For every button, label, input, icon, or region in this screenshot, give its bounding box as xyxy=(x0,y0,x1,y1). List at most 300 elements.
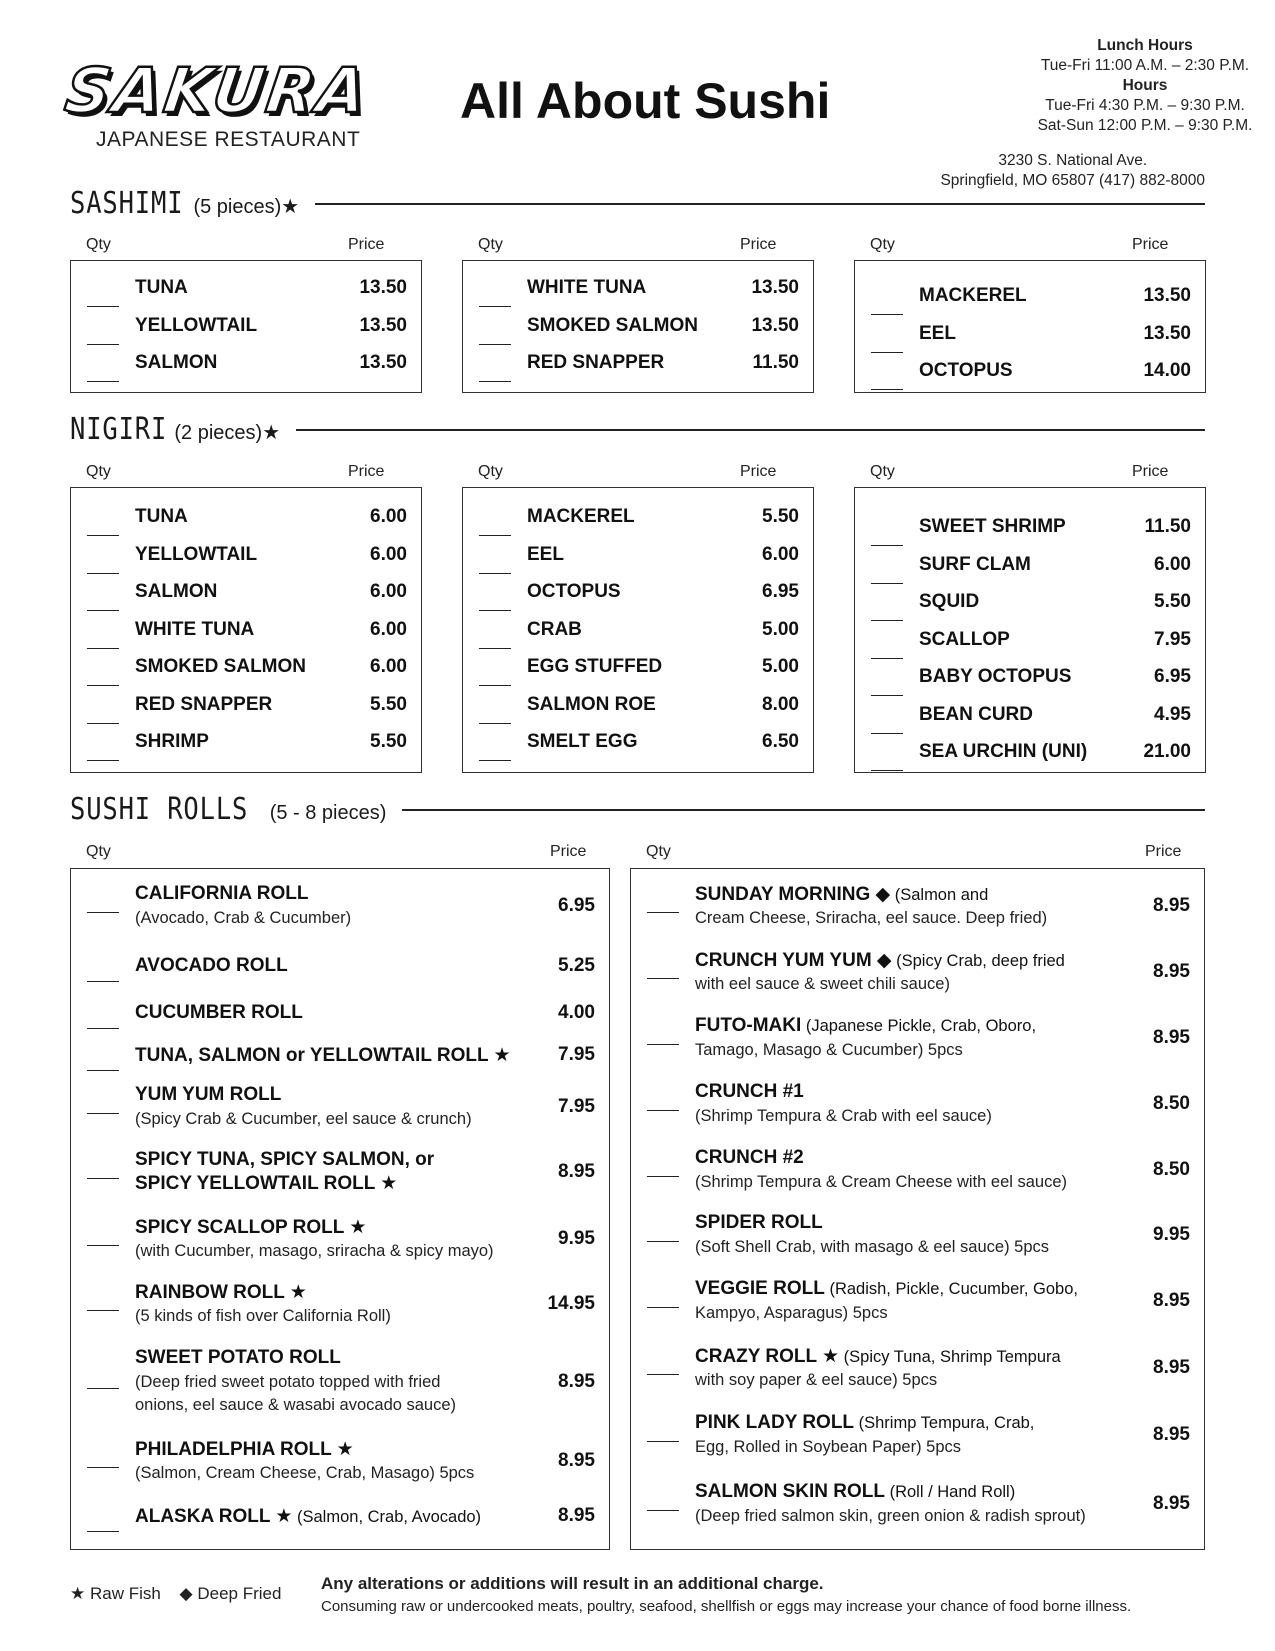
legend-deep-fried: ◆ Deep Fried xyxy=(179,1584,282,1603)
item-name: SALMON ROE xyxy=(527,693,656,715)
roll-item xyxy=(631,1212,1204,1258)
item-price: 6.95 xyxy=(1154,666,1191,687)
roll-price: 8.95 xyxy=(1153,1424,1190,1445)
item-name: OCTOPUS xyxy=(527,581,621,602)
roll-price: 9.95 xyxy=(1153,1224,1190,1245)
nigiri-item xyxy=(71,731,421,755)
roll-name xyxy=(695,1412,1034,1434)
sashimi-item xyxy=(463,277,813,301)
roll-title: FUTO-MAKI xyxy=(695,1015,802,1036)
roll-price: 8.95 xyxy=(558,1370,595,1392)
qty-blank[interactable] xyxy=(87,1070,119,1071)
item-price: 14.00 xyxy=(1143,360,1191,381)
qty-header: Qty xyxy=(478,236,503,253)
item-price: 6.00 xyxy=(370,656,407,677)
roll-description: Tamago, Masago & Cucumber) 5pcs xyxy=(695,1041,963,1059)
hours-weekend: Sat-Sun 12:00 P.M. – 9:30 P.M. xyxy=(1037,117,1253,134)
roll-price: 8.95 xyxy=(558,1161,595,1182)
qty-blank[interactable] xyxy=(647,912,679,913)
roll-title: SPICY TUNA, SPICY SALMON, or xyxy=(135,1149,435,1170)
roll-inline-desc: (Spicy Tuna, Shrimp Tempura xyxy=(839,1348,1061,1366)
qty-blank[interactable] xyxy=(87,1245,119,1246)
section-rolls xyxy=(70,792,1205,827)
roll-name xyxy=(135,1216,366,1239)
qty-blank[interactable] xyxy=(479,723,511,724)
roll-title: SPICY SCALLOP ROLL ★ xyxy=(135,1217,367,1238)
hours-label: Hours xyxy=(1122,77,1168,94)
roll-description: Cream Cheese, Sriracha, eel sauce. Deep fried) xyxy=(695,909,1048,927)
item-price: 6.00 xyxy=(370,506,407,527)
roll-item xyxy=(71,1347,609,1416)
item-name: SEA URCHIN (UNI) xyxy=(919,741,1088,762)
roll-item xyxy=(631,1147,1204,1193)
roll-price: 8.50 xyxy=(1153,1159,1190,1180)
qty-blank[interactable] xyxy=(479,760,511,761)
item-name: TUNA xyxy=(135,506,188,527)
item-price: 4.95 xyxy=(1154,703,1191,725)
item-name: EGG STUFFED xyxy=(527,656,663,677)
roll-title: CRUNCH YUM YUM ◆ xyxy=(695,950,892,971)
price-header: Price xyxy=(348,236,385,253)
item-price: 6.00 xyxy=(370,618,407,640)
roll-name xyxy=(695,1278,1078,1300)
sashimi-item xyxy=(71,277,421,301)
nigiri-item xyxy=(463,506,813,530)
qty-blank[interactable] xyxy=(479,573,511,574)
roll-title: CRUNCH #2 xyxy=(695,1147,804,1168)
roll-name xyxy=(135,1281,307,1304)
price-header: Price xyxy=(1132,236,1169,253)
sashimi-item xyxy=(71,352,421,376)
qty-blank[interactable] xyxy=(87,723,119,724)
qty-blank[interactable] xyxy=(871,314,903,315)
roll-description: (5 kinds of fish over California Roll) xyxy=(135,1307,391,1325)
item-name: SURF CLAM xyxy=(919,553,1031,575)
alterations-note: Any alterations or additions will result in an additional charge. xyxy=(321,1574,824,1593)
qty-header: Qty xyxy=(86,463,111,480)
sashimi-item xyxy=(855,360,1205,384)
roll-title: AVOCADO ROLL xyxy=(135,955,288,976)
qty-blank[interactable] xyxy=(87,1388,119,1389)
roll-description: with eel sauce & sweet chili sauce) xyxy=(695,975,950,993)
roll-price: 5.25 xyxy=(558,955,595,976)
nigiri-item xyxy=(463,544,813,568)
sashimi-box xyxy=(462,260,814,393)
roll-item xyxy=(631,1015,1204,1061)
nigiri-item xyxy=(855,554,1205,578)
roll-description: Kampyo, Asparagus) 5pcs xyxy=(695,1304,888,1322)
qty-blank[interactable] xyxy=(479,381,511,382)
price-header: Price xyxy=(348,463,385,480)
nigiri-box xyxy=(70,487,422,773)
roll-description: (with Cucumber, masago, sriracha & spicy mayo) xyxy=(135,1242,494,1260)
qty-blank[interactable] xyxy=(87,535,119,536)
roll-inline-desc: (Japanese Pickle, Crab, Oboro, xyxy=(801,1017,1037,1035)
item-name: BEAN CURD xyxy=(919,703,1033,725)
qty-blank[interactable] xyxy=(87,912,119,913)
item-price: 5.50 xyxy=(762,506,799,527)
nigiri-box xyxy=(462,487,814,773)
nigiri-item xyxy=(71,619,421,643)
item-name: SMELT EGG xyxy=(527,731,638,752)
nigiri-item xyxy=(855,591,1205,615)
nigiri-item xyxy=(855,516,1205,540)
roll-title: TUNA, SALMON or YELLOWTAIL ROLL ★ xyxy=(135,1045,511,1066)
roll-price: 8.95 xyxy=(1153,961,1190,982)
qty-blank[interactable] xyxy=(871,545,903,546)
roll-title: CALIFORNIA ROLL xyxy=(135,883,309,904)
nigiri-item xyxy=(855,629,1205,653)
roll-item xyxy=(71,1149,609,1195)
rolls-box-left xyxy=(70,868,610,1550)
item-name: BABY OCTOPUS xyxy=(919,666,1072,687)
qty-blank[interactable] xyxy=(479,535,511,536)
nigiri-subtitle: (2 pieces)★ xyxy=(174,422,281,444)
roll-title: SWEET POTATO ROLL xyxy=(135,1347,341,1368)
item-price: 7.95 xyxy=(1154,628,1191,650)
roll-item xyxy=(631,883,1204,929)
section-divider xyxy=(315,203,1205,205)
roll-title: SPIDER ROLL xyxy=(695,1212,823,1233)
roll-item xyxy=(631,1412,1204,1458)
nigiri-item xyxy=(71,581,421,605)
qty-blank[interactable] xyxy=(87,1113,119,1114)
qty-blank[interactable] xyxy=(479,648,511,649)
roll-description: (Shrimp Tempura & Cream Cheese with eel sauce) xyxy=(695,1173,1068,1191)
sashimi-box xyxy=(854,260,1206,393)
item-price: 5.50 xyxy=(1154,591,1191,612)
item-price: 13.50 xyxy=(751,314,799,336)
qty-blank[interactable] xyxy=(871,620,903,621)
roll-price: 8.95 xyxy=(1153,1493,1190,1514)
item-price: 6.50 xyxy=(762,731,799,752)
qty-blank[interactable] xyxy=(647,1176,679,1177)
roll-price: 8.95 xyxy=(558,1505,595,1526)
item-name: SQUID xyxy=(919,591,980,612)
roll-description: Egg, Rolled in Soybean Paper) 5pcs xyxy=(695,1438,961,1456)
qty-blank[interactable] xyxy=(479,306,511,307)
roll-name xyxy=(135,1149,434,1171)
roll-price: 8.95 xyxy=(1153,1357,1190,1378)
qty-blank[interactable] xyxy=(871,583,903,584)
roll-name xyxy=(135,883,308,905)
roll-title: SALMON SKIN ROLL xyxy=(695,1481,885,1502)
item-name: RED SNAPPER xyxy=(527,352,665,373)
qty-blank[interactable] xyxy=(87,344,119,345)
nigiri-title: NIGIRI xyxy=(70,412,168,447)
item-price: 13.50 xyxy=(359,352,407,373)
address-city-phone: Springfield, MO 65807 (417) 882-8000 xyxy=(940,172,1205,189)
address-block xyxy=(940,151,1205,191)
item-name: SCALLOP xyxy=(919,628,1010,650)
item-name: RED SNAPPER xyxy=(135,693,273,715)
nigiri-item xyxy=(463,619,813,643)
item-name: SALMON xyxy=(135,581,218,602)
roll-inline-desc: (Radish, Pickle, Cucumber, Gobo, xyxy=(824,1280,1078,1298)
qty-blank[interactable] xyxy=(87,573,119,574)
roll-item xyxy=(71,1438,609,1484)
section-divider xyxy=(402,809,1205,811)
roll-price: 7.95 xyxy=(558,1096,595,1117)
roll-item xyxy=(71,1505,609,1528)
roll-name xyxy=(695,1481,1015,1503)
roll-name xyxy=(695,1345,1061,1368)
qty-header: Qty xyxy=(478,463,503,480)
sashimi-box xyxy=(70,260,422,393)
roll-price: 14.95 xyxy=(547,1293,595,1314)
food-safety-note: Consuming raw or undercooked meats, poultry, seafood, shellfish or eggs may increase your chance of food borne illness. xyxy=(321,1598,1132,1615)
roll-title: CRAZY ROLL ★ xyxy=(695,1346,840,1367)
hours-block xyxy=(1038,36,1253,136)
item-name: EEL xyxy=(527,543,564,565)
qty-blank[interactable] xyxy=(647,1110,679,1111)
item-price: 6.95 xyxy=(762,581,799,602)
item-name: YELLOWTAIL xyxy=(135,543,258,565)
roll-inline-desc: (Salmon, Crab, Avocado) xyxy=(292,1508,482,1526)
qty-blank[interactable] xyxy=(87,381,119,382)
roll-description: (Avocado, Crab & Cucumber) xyxy=(135,909,352,927)
rolls-title: SUSHI ROLLS xyxy=(70,792,249,827)
nigiri-item xyxy=(463,656,813,680)
roll-description: (Deep fried sweet potato topped with fried xyxy=(135,1373,441,1391)
roll-inline-desc: (Salmon and xyxy=(890,886,989,904)
roll-title: CRUNCH #1 xyxy=(695,1081,804,1102)
qty-blank[interactable] xyxy=(647,1241,679,1242)
item-price: 5.00 xyxy=(762,618,799,640)
roll-item xyxy=(631,1481,1204,1527)
roll-price: 8.95 xyxy=(558,1450,595,1471)
nigiri-item xyxy=(855,741,1205,765)
item-name: TUNA xyxy=(135,277,188,298)
roll-name xyxy=(135,1002,303,1024)
nigiri-item xyxy=(71,544,421,568)
item-price: 13.50 xyxy=(1143,322,1191,344)
roll-item xyxy=(71,1002,609,1025)
item-name: SALMON xyxy=(135,352,218,373)
roll-inline-desc: (Shrimp Tempura, Crab, xyxy=(854,1414,1035,1432)
qty-blank[interactable] xyxy=(647,1510,679,1511)
qty-blank[interactable] xyxy=(479,344,511,345)
logo-subtitle: JAPANESE RESTAURANT xyxy=(96,128,361,151)
roll-item xyxy=(631,949,1204,995)
item-name: WHITE TUNA xyxy=(135,618,255,640)
qty-blank[interactable] xyxy=(647,1044,679,1045)
roll-description: (Shrimp Tempura & Crab with eel sauce) xyxy=(695,1107,992,1125)
roll-item xyxy=(71,1044,609,1067)
sashimi-item xyxy=(463,352,813,376)
nigiri-item xyxy=(463,731,813,755)
item-price: 11.50 xyxy=(1144,516,1191,537)
roll-name xyxy=(695,1212,823,1234)
roll-description: onions, eel sauce & wasabi avocado sauce) xyxy=(135,1396,457,1414)
page-title: All About Sushi xyxy=(460,73,831,129)
item-price: 13.50 xyxy=(1143,285,1191,306)
legend-raw-fish: ★ Raw Fish xyxy=(70,1584,161,1603)
section-divider xyxy=(296,429,1205,431)
item-name: SHRIMP xyxy=(135,731,209,752)
roll-inline-desc: (Roll / Hand Roll) xyxy=(885,1483,1016,1501)
roll-title: VEGGIE ROLL xyxy=(695,1278,825,1299)
roll-title: CUCUMBER ROLL xyxy=(135,1002,303,1023)
roll-item xyxy=(631,1278,1204,1324)
qty-blank[interactable] xyxy=(647,1441,679,1442)
qty-blank[interactable] xyxy=(87,1310,119,1311)
roll-name xyxy=(695,1081,804,1103)
qty-blank[interactable] xyxy=(87,1531,119,1532)
roll-title: SUNDAY MORNING ◆ xyxy=(695,884,891,905)
roll-item xyxy=(71,955,609,978)
qty-header: Qty xyxy=(86,236,111,253)
roll-title: ALASKA ROLL ★ xyxy=(135,1506,293,1527)
item-price: 13.50 xyxy=(359,277,407,298)
roll-title: RAINBOW ROLL ★ xyxy=(135,1282,307,1303)
roll-item xyxy=(631,1345,1204,1391)
rolls-box-right xyxy=(630,868,1205,1550)
qty-blank[interactable] xyxy=(479,610,511,611)
price-header: Price xyxy=(550,843,587,860)
section-sashimi xyxy=(70,186,1205,221)
roll-name xyxy=(695,883,988,906)
qty-header: Qty xyxy=(86,843,111,860)
lunch-hours-label: Lunch Hours xyxy=(1097,37,1193,54)
qty-blank[interactable] xyxy=(647,978,679,979)
roll-item xyxy=(631,1081,1204,1127)
item-name: MACKEREL xyxy=(919,285,1027,306)
item-name: EEL xyxy=(919,322,956,344)
sashimi-title: SASHIMI xyxy=(70,186,184,221)
qty-header: Qty xyxy=(870,463,895,480)
qty-blank[interactable] xyxy=(87,1467,119,1468)
qty-blank[interactable] xyxy=(87,610,119,611)
roll-name xyxy=(695,1015,1036,1037)
roll-inline-desc: (Spicy Crab, deep fried xyxy=(891,952,1065,970)
nigiri-item xyxy=(71,694,421,718)
roll-price: 8.95 xyxy=(1153,895,1190,916)
item-name: SWEET SHRIMP xyxy=(919,516,1066,537)
qty-blank[interactable] xyxy=(87,1028,119,1029)
roll-price: 6.95 xyxy=(558,895,595,916)
item-price: 13.50 xyxy=(751,277,799,298)
item-price: 5.00 xyxy=(762,656,799,677)
price-header: Price xyxy=(740,236,777,253)
roll-name xyxy=(135,1084,281,1106)
roll-item xyxy=(71,1216,609,1262)
roll-name xyxy=(135,1438,354,1461)
price-header: Price xyxy=(740,463,777,480)
qty-header: Qty xyxy=(870,236,895,253)
item-price: 6.00 xyxy=(370,581,407,602)
roll-item xyxy=(71,1084,609,1130)
roll-description: (Spicy Crab & Cucumber, eel sauce & crunch) xyxy=(135,1110,472,1128)
price-header: Price xyxy=(1132,463,1169,480)
qty-blank[interactable] xyxy=(871,352,903,353)
rolls-subtitle: (5 - 8 pieces) xyxy=(269,802,387,824)
item-name: OCTOPUS xyxy=(919,360,1013,381)
roll-description: (Salmon, Cream Cheese, Crab, Masago) 5pcs xyxy=(135,1464,475,1482)
item-name: WHITE TUNA xyxy=(527,277,647,298)
nigiri-item xyxy=(855,666,1205,690)
roll-description: with soy paper & eel sauce) 5pcs xyxy=(695,1371,938,1389)
roll-price: 7.95 xyxy=(558,1044,595,1065)
qty-blank[interactable] xyxy=(871,695,903,696)
price-header: Price xyxy=(1145,843,1182,860)
qty-blank[interactable] xyxy=(871,389,903,390)
item-price: 11.50 xyxy=(752,352,799,373)
sashimi-item xyxy=(855,285,1205,309)
sashimi-item xyxy=(71,315,421,339)
roll-price: 8.50 xyxy=(1153,1093,1190,1114)
hours-weekday: Tue-Fri 4:30 P.M. – 9:30 P.M. xyxy=(1045,97,1245,114)
qty-blank[interactable] xyxy=(87,760,119,761)
roll-name xyxy=(135,1505,481,1528)
sashimi-item xyxy=(463,315,813,339)
roll-price: 4.00 xyxy=(558,1002,595,1023)
roll-name xyxy=(695,949,1065,972)
roll-name xyxy=(695,1147,804,1169)
item-name: YELLOWTAIL xyxy=(135,314,258,336)
item-name: SMOKED SALMON xyxy=(135,656,306,677)
qty-blank[interactable] xyxy=(647,1374,679,1375)
roll-price: 8.95 xyxy=(1153,1290,1190,1311)
roll-title: PINK LADY ROLL xyxy=(695,1412,855,1433)
qty-blank[interactable] xyxy=(87,648,119,649)
item-name: MACKEREL xyxy=(527,506,635,527)
roll-name xyxy=(135,1347,341,1369)
roll-item xyxy=(71,883,609,929)
legend xyxy=(70,1584,295,1604)
roll-price: 9.95 xyxy=(558,1228,595,1249)
nigiri-item xyxy=(463,581,813,605)
roll-item xyxy=(71,1281,609,1327)
nigiri-item xyxy=(71,656,421,680)
qty-blank[interactable] xyxy=(479,685,511,686)
qty-blank[interactable] xyxy=(87,981,119,982)
menu-header xyxy=(0,0,1275,200)
qty-blank[interactable] xyxy=(871,733,903,734)
sashimi-subtitle: (5 pieces)★ xyxy=(193,196,300,218)
roll-title: PHILADELPHIA ROLL ★ xyxy=(135,1439,354,1460)
qty-blank[interactable] xyxy=(87,306,119,307)
roll-description: (Soft Shell Crab, with masago & eel sauce) 5pcs xyxy=(695,1238,1050,1256)
lunch-hours-times: Tue-Fri 11:00 A.M. – 2:30 P.M. xyxy=(1040,57,1250,74)
section-nigiri xyxy=(70,412,1205,447)
item-price: 6.00 xyxy=(762,543,799,565)
qty-blank[interactable] xyxy=(647,1307,679,1308)
qty-blank[interactable] xyxy=(871,658,903,659)
sashimi-item xyxy=(855,323,1205,347)
qty-blank[interactable] xyxy=(87,685,119,686)
nigiri-item xyxy=(71,506,421,530)
address-street: 3230 S. National Ave. xyxy=(998,152,1148,169)
qty-blank[interactable] xyxy=(871,770,903,771)
roll-title: YUM YUM ROLL xyxy=(135,1084,282,1105)
item-price: 8.00 xyxy=(762,693,799,715)
nigiri-item xyxy=(855,704,1205,728)
item-price: 21.00 xyxy=(1143,741,1191,762)
item-name: CRAB xyxy=(527,618,582,640)
roll-name xyxy=(135,955,288,977)
qty-header: Qty xyxy=(646,843,671,860)
roll-description: (Deep fried salmon skin, green onion & radish sprout) xyxy=(695,1507,1086,1525)
item-price: 5.50 xyxy=(370,731,407,752)
qty-blank[interactable] xyxy=(87,1178,119,1179)
sakura-logo: SAKURA xyxy=(60,54,374,127)
roll-name xyxy=(135,1044,511,1067)
item-price: 6.00 xyxy=(370,543,407,565)
roll-description: SPICY YELLOWTAIL ROLL ★ xyxy=(135,1173,398,1194)
nigiri-box xyxy=(854,487,1206,773)
item-name: SMOKED SALMON xyxy=(527,314,698,336)
